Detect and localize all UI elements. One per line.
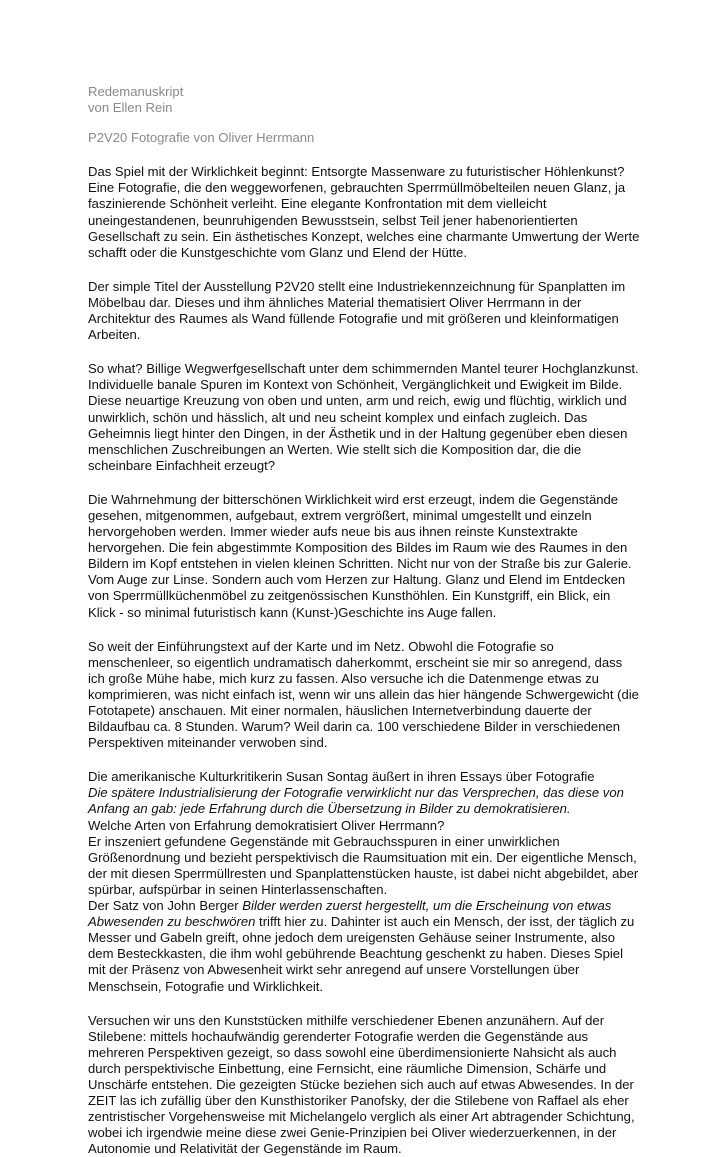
sontag-quote xyxy=(88,785,640,817)
paragraph-final: Versuchen wir uns den Kunststücken mithilfe verschiedener Ebenen anzunähern. Auf der Stilebene: mittels hochaufwändig gerenderter Fotografie werden die Gegenstände aus mehreren Perspektiven gezeigt, so dass sowohl eine überdimensionierte Nahsicht als auch durch perspektivische Einbettung, eine Fernsicht, eine räumliche Dimension, Schärfe und Unschärfe entstehen. Die gezeigten Stücke beziehen sich auch auf etwas Abwesendes. In der ZEIT las ich zufällig über den Kunsthistoriker Panofsky, der die Stilebene von Raffael als eher zentristischer Vorgehensweise mit Michelangelo verglich als einer Art abtragender Schichtung, wobei ich irgendwie meine diese zwei Genie-Prinzipien bei Oliver wiederzuerkennen, in der Autonomie und Relativität der Gegenstände im Raum. xyxy=(88,1012,635,1157)
sontag-section xyxy=(88,769,640,994)
berger-after: trifft hier zu. Dahinter ist auch ein Mensch, der isst, der täglich zu Messer und Gabeln greift, ohne jedoch dem ureigensten Gehäuse seiner Instrumente, also dem Besteckkasten, die ihm wohl gebührende Beachtung geschenkt zu haben. Dieses Spiel mit der Präsenz von Abwesenheit wirkt sehr anregend auf unsere Vorstellungen über Menschsein, Fotografie und Wirklichkeit. xyxy=(88,914,635,994)
paragraph-2: Der simple Titel der Ausstellung P2V20 stellt eine Industriekennzeichnung für Spanplatten im Möbelbau dar. Dieses und ihm ähnliches Material thematisiert Oliver Herrmann in der Architektur des Raumes als Wand füllende Fotografie und mit größeren und kleinformatigen Arbeiten. xyxy=(88,278,626,343)
sontag-quote-text: Die spätere Industrialisierung der Fotografie verwirklicht nur das Versprechen, das diese von Anfang an gab: jede Erfahrung durch die Übersetzung in Bilder zu demokratisieren. xyxy=(88,785,624,817)
header-line-manuscript: Redemanuskript xyxy=(88,84,184,99)
berger-paragraph xyxy=(88,898,640,995)
sontag-question: Welche Arten von Erfahrung demokratisiert Oliver Herrmann? xyxy=(88,817,445,833)
berger-quote: Bilder werden zuerst hergestellt, um die Erscheinung von etwas Abwesenden zu beschwören xyxy=(88,898,612,930)
paragraph-4: Die Wahrnehmung der bitterschönen Wirklichkeit wird erst erzeugt, indem die Gegenstände gesehen, mitgenommen, aufgebaut, extrem vergrößert, minimal umgestellt und einzeln hervorgehoben werden. Immer wieder aufs neue bis aus ihnen reinste Kunstextrakte hervorgehen. Die fein abgestimmte Komposition des Bildes im Raum wie des Raumes in den Bildern im Kopf entstehen in vielen kleinen Schritten. Nicht nur von der Straße bis zur Galerie. Vom Auge zur Linse. Sondern auch vom Herzen zur Haltung. Glanz und Elend im Entdecken von Sperrmüllküchenmöbel zu zeitgenössischen Kunsthöhlen. Ein Kunstgriff, ein Blick, ein Klick - so minimal futuristisch kann (Kunst-)Geschichte ins Auge fallen. xyxy=(88,491,632,620)
document-subtitle: P2V20 Fotografie von Oliver Herrmann xyxy=(88,130,315,146)
header-line-author: von Ellen Rein xyxy=(88,100,173,116)
document-header xyxy=(88,84,640,116)
paragraph-1: Das Spiel mit der Wirklichkeit beginnt: Entsorgte Massenware zu futuristischer Höhlenkunst? Eine Fotografie, die den weggeworfenen, gebrauchten Sperrmüllmöbelteilen neuen Glanz, ja faszinierende Schönheit verleiht. Eine elegante Konfrontation mit dem vielleicht uneingestandenen, beunruhigenden Bewusstsein, selbst Teil jener habenorientierten Gesellschaft zu sein. Ein ästhetisches Konzept, welches eine charmante Umwertung der Werte schafft oder die Kunstgeschichte vom Glanz und Elend der Hütte. xyxy=(88,164,640,260)
paragraph-3: So what? Billige Wegwerfgesellschaft unter dem schimmernden Mantel teurer Hochglanzkunst. Individuelle banale Spuren im Kontext von Schönheit, Vergänglichkeit und Ewigkeit im Bilde. Diese neuartige Kreuzung von oben und unten, arm und reich, ewig und flüchtig, wirklich und unwirklich, schön und hässlich, alt und neu scheint komplex und einfach zugleich. Das Geheimnis liegt hinter den Dingen, in der Ästhetik und in der Haltung gegenüber eben diesen menschlichen Zuschreibungen an Werten. Wie stellt sich die Komposition dar, die die scheinbare Einfachheit erzeugt? xyxy=(88,361,639,473)
sontag-intro: Die amerikanische Kulturkritikerin Susan Sontag äußert in ihren Essays über Fotografie xyxy=(88,769,595,785)
sontag-answer: Er inszeniert gefundene Gegenstände mit Gebrauchsspuren in einer unwirklichen Größenordnung und bezieht perspektivisch die Raumsituation mit ein. Der eigentliche Mensch, der mit diesen Sperrmüllresten und Spanplattenstücken hauste, ist dabei nicht abgebildet, aber spürbar, aufspürbar in seinen Hinterlassenschaften. xyxy=(88,833,639,897)
berger-before: Der Satz von John Berger xyxy=(88,898,243,914)
paragraph-5: So weit der Einführungstext auf der Karte und im Netz. Obwohl die Fotografie so menschenleer, so eigentlich undramatisch daherkommt, erscheint sie mir so anregend, dass ich große Mühe habe, mich kurz zu fassen. Also versuche ich die Datenmenge etwas zu komprimieren, was nicht einfach ist, wenn wir uns allein das hier hängende Schwergewicht (die Fototapete) anschauen. Mit einer normalen, häuslichen Internetverbindung dauerte der Bildaufbau ca. 8 Stunden. Warum? Weil darin ca. 100 verschiedene Bilder in verschiedenen Perspektiven miteinander verwoben sind. xyxy=(88,638,639,751)
